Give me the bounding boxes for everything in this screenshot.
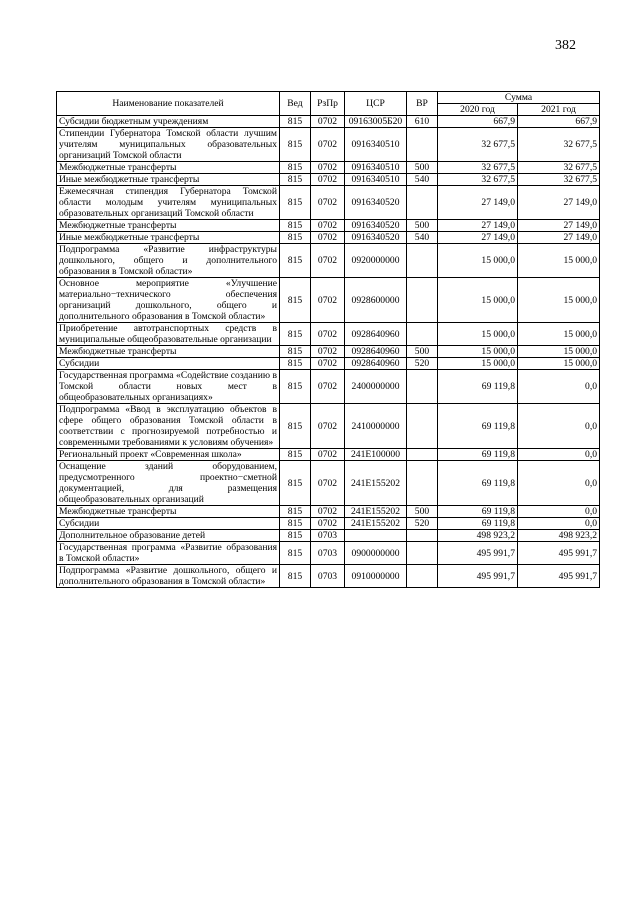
row-csr: 0928640960 [345,358,407,370]
row-rzpr: 0702 [311,518,345,530]
row-sum-2021: 27 149,0 [518,186,600,220]
row-ved: 815 [280,404,311,449]
row-sum-2021: 0,0 [518,461,600,506]
table-row [57,116,600,128]
row-sum-2021: 0,0 [518,370,600,404]
row-name: Подпрограмма «Развитие дошкольного, общего и дополнительного образования в Томской области» [57,565,280,588]
header-vr: ВР [407,92,438,116]
row-ved: 815 [280,506,311,518]
row-name: Межбюджетные трансферты [57,220,280,232]
row-sum-2020: 69 119,8 [438,461,518,506]
row-csr: 0900000000 [345,542,407,565]
table-row [57,346,600,358]
row-sum-2021: 15 000,0 [518,278,600,323]
table-row [57,565,600,588]
row-csr: 241E155202 [345,518,407,530]
header-year-2021: 2021 год [518,104,600,116]
row-rzpr: 0702 [311,220,345,232]
row-sum-2021: 498 923,2 [518,530,600,542]
table-row [57,128,600,162]
row-sum-2021: 667,9 [518,116,600,128]
row-name: Иные межбюджетные трансферты [57,174,280,186]
row-sum-2021: 0,0 [518,449,600,461]
row-sum-2020: 15 000,0 [438,244,518,278]
row-sum-2020: 69 119,8 [438,370,518,404]
row-vr: 500 [407,220,438,232]
table-row [57,186,600,220]
row-vr [407,244,438,278]
row-rzpr: 0702 [311,278,345,323]
row-vr [407,404,438,449]
budget-table [56,91,600,588]
row-csr: 0916340520 [345,220,407,232]
row-sum-2021: 15 000,0 [518,346,600,358]
row-rzpr: 0702 [311,461,345,506]
row-sum-2020: 498 923,2 [438,530,518,542]
row-vr [407,278,438,323]
row-name: Субсидии [57,358,280,370]
row-vr [407,128,438,162]
row-name: Дополнительное образование детей [57,530,280,542]
row-sum-2021: 27 149,0 [518,232,600,244]
row-rzpr: 0702 [311,174,345,186]
row-ved: 815 [280,116,311,128]
table-row [57,542,600,565]
row-name: Иные межбюджетные трансферты [57,232,280,244]
row-rzpr: 0702 [311,506,345,518]
row-name: Ежемесячная стипендия Губернатора Томской области молодым учителям муниципальных образовательных организаций Томской области [57,186,280,220]
row-ved: 815 [280,278,311,323]
table-row [57,506,600,518]
row-ved: 815 [280,220,311,232]
row-name: Подпрограмма «Развитие инфраструктуры дошкольного, общего и дополнительного образования в Томской области» [57,244,280,278]
row-sum-2020: 69 119,8 [438,506,518,518]
row-vr: 540 [407,232,438,244]
row-rzpr: 0702 [311,232,345,244]
header-name: Наименование показателей [57,92,280,116]
row-sum-2020: 15 000,0 [438,278,518,323]
row-ved: 815 [280,244,311,278]
header-year-2020: 2020 год [438,104,518,116]
table-row [57,323,600,346]
row-sum-2021: 0,0 [518,506,600,518]
table-row [57,162,600,174]
row-sum-2021: 27 149,0 [518,220,600,232]
row-ved: 815 [280,565,311,588]
table-row [57,449,600,461]
row-sum-2020: 27 149,0 [438,186,518,220]
row-sum-2021: 32 677,5 [518,174,600,186]
row-sum-2021: 15 000,0 [518,244,600,278]
row-ved: 815 [280,186,311,220]
row-name: Субсидии бюджетным учреждениям [57,116,280,128]
row-csr: 0910000000 [345,565,407,588]
table-row [57,530,600,542]
row-rzpr: 0702 [311,116,345,128]
row-ved: 815 [280,128,311,162]
row-name: Межбюджетные трансферты [57,162,280,174]
row-rzpr: 0702 [311,358,345,370]
table-row [57,278,600,323]
header-rzpr: РзПр [311,92,345,116]
row-ved: 815 [280,162,311,174]
row-vr [407,542,438,565]
row-sum-2021: 0,0 [518,518,600,530]
page-number: 382 [555,38,576,53]
row-csr: 241E155202 [345,506,407,518]
row-csr: 0928640960 [345,346,407,358]
row-vr [407,565,438,588]
row-name: Государственная программа «Развитие образования в Томской области» [57,542,280,565]
row-csr: 241E100000 [345,449,407,461]
row-vr: 500 [407,346,438,358]
row-ved: 815 [280,346,311,358]
row-sum-2020: 667,9 [438,116,518,128]
row-csr: 2400000000 [345,370,407,404]
row-csr: 09163005Б20 [345,116,407,128]
row-name: Основное мероприятие «Улучшение материально−технического обеспечения организаций дошкольного, общего и дополнительного образования в Томской области» [57,278,280,323]
row-sum-2020: 495 991,7 [438,565,518,588]
row-rzpr: 0702 [311,128,345,162]
table-row [57,244,600,278]
header-csr: ЦСР [345,92,407,116]
row-vr: 500 [407,506,438,518]
row-rzpr: 0702 [311,346,345,358]
row-ved: 815 [280,518,311,530]
row-vr [407,323,438,346]
row-ved: 815 [280,461,311,506]
row-sum-2020: 69 119,8 [438,449,518,461]
header-sum: Сумма [438,92,600,104]
row-name: Межбюджетные трансферты [57,346,280,358]
header-ved: Вед [280,92,311,116]
row-sum-2020: 69 119,8 [438,404,518,449]
row-vr: 520 [407,358,438,370]
row-sum-2020: 15 000,0 [438,346,518,358]
row-csr: 0916340510 [345,174,407,186]
row-rzpr: 0702 [311,370,345,404]
row-vr [407,449,438,461]
row-rzpr: 0703 [311,542,345,565]
row-sum-2020: 32 677,5 [438,174,518,186]
table-header [57,92,600,116]
row-name: Стипендии Губернатора Томской области лучшим учителям муниципальных образовательных организаций Томской области [57,128,280,162]
row-name: Межбюджетные трансферты [57,506,280,518]
row-csr: 0920000000 [345,244,407,278]
row-ved: 815 [280,449,311,461]
row-csr: 0928640960 [345,323,407,346]
row-name: Оснащение зданий оборудованием, предусмотренного проектно−сметной документацией, для размещения общеобразовательных организаций [57,461,280,506]
table-row [57,370,600,404]
row-csr: 241E155202 [345,461,407,506]
row-sum-2021: 0,0 [518,404,600,449]
row-sum-2020: 495 991,7 [438,542,518,565]
row-rzpr: 0703 [311,530,345,542]
table-row [57,404,600,449]
row-vr: 610 [407,116,438,128]
row-csr: 0916340520 [345,232,407,244]
row-sum-2021: 32 677,5 [518,128,600,162]
row-sum-2021: 495 991,7 [518,565,600,588]
row-ved: 815 [280,174,311,186]
row-ved: 815 [280,323,311,346]
row-name: Субсидии [57,518,280,530]
row-vr [407,186,438,220]
table-body [57,116,600,588]
row-sum-2020: 27 149,0 [438,220,518,232]
row-sum-2021: 15 000,0 [518,323,600,346]
row-sum-2020: 15 000,0 [438,358,518,370]
row-sum-2021: 32 677,5 [518,162,600,174]
table-row [57,461,600,506]
row-ved: 815 [280,530,311,542]
row-csr: 0916340510 [345,162,407,174]
row-rzpr: 0702 [311,244,345,278]
row-vr [407,461,438,506]
row-rzpr: 0703 [311,565,345,588]
row-sum-2021: 495 991,7 [518,542,600,565]
table-row [57,358,600,370]
row-sum-2020: 27 149,0 [438,232,518,244]
row-sum-2020: 32 677,5 [438,128,518,162]
table-row [57,232,600,244]
table-row [57,518,600,530]
row-csr: 0928600000 [345,278,407,323]
row-csr: 0916340510 [345,128,407,162]
row-name: Приобретение автотранспортных средств в муниципальные общеобразовательные организации [57,323,280,346]
table-row [57,220,600,232]
row-ved: 815 [280,542,311,565]
row-vr: 520 [407,518,438,530]
row-rzpr: 0702 [311,404,345,449]
row-vr [407,370,438,404]
row-name: Государственная программа «Содействие созданию в Томской области новых мест в общеобразовательных организациях» [57,370,280,404]
row-ved: 815 [280,370,311,404]
row-vr: 500 [407,162,438,174]
row-csr: 2410000000 [345,404,407,449]
row-sum-2021: 15 000,0 [518,358,600,370]
row-csr [345,530,407,542]
row-name: Региональный проект «Современная школа» [57,449,280,461]
row-name: Подпрограмма «Ввод в эксплуатацию объектов в сфере общего образования Томской области в соответствии с прогнозируемой потребностью и современными требованиями к условиям обучения» [57,404,280,449]
row-ved: 815 [280,232,311,244]
row-sum-2020: 69 119,8 [438,518,518,530]
row-sum-2020: 32 677,5 [438,162,518,174]
row-sum-2020: 15 000,0 [438,323,518,346]
row-rzpr: 0702 [311,323,345,346]
table-row [57,174,600,186]
row-rzpr: 0702 [311,162,345,174]
row-vr: 540 [407,174,438,186]
row-rzpr: 0702 [311,449,345,461]
row-ved: 815 [280,358,311,370]
row-csr: 0916340520 [345,186,407,220]
row-rzpr: 0702 [311,186,345,220]
row-vr [407,530,438,542]
